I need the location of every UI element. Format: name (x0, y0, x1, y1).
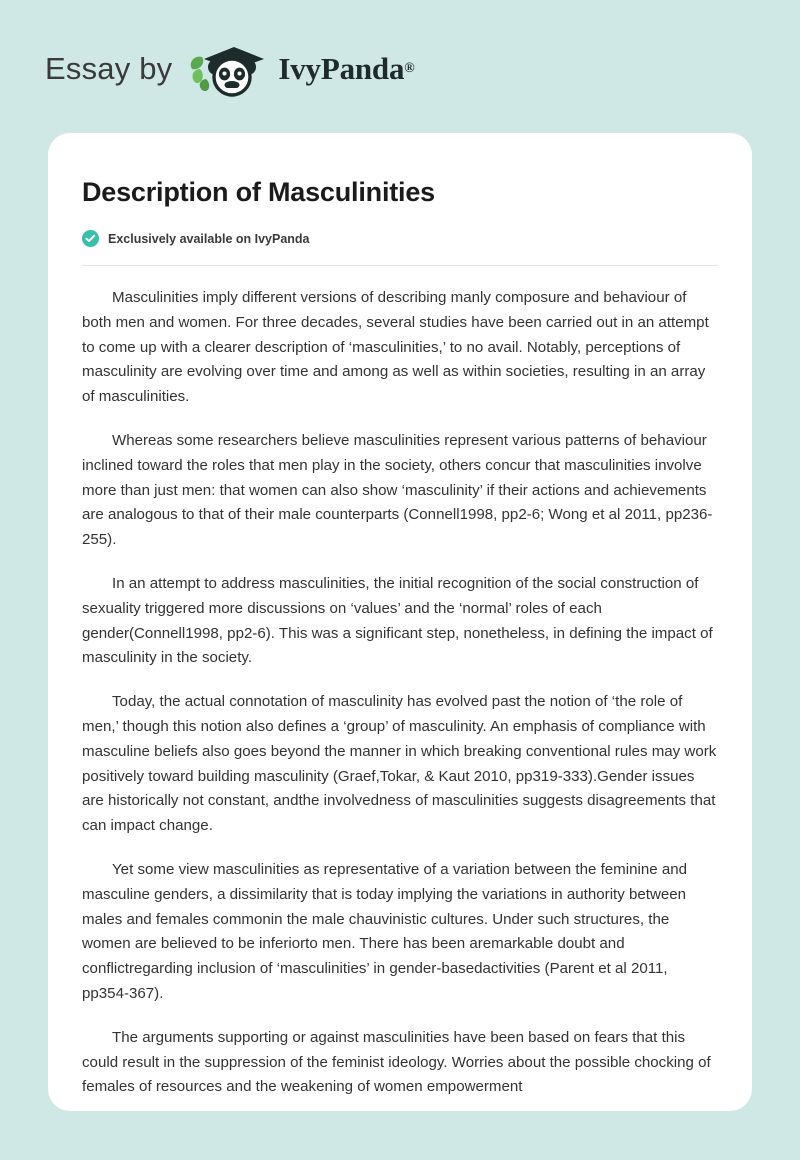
check-circle-icon (82, 230, 99, 247)
divider (82, 265, 718, 266)
paragraph: In an attempt to address masculinities, the initial recognition of the social construction of sexuality triggered more discussions on ‘values’ and the ‘normal’ roles of each gender(Connell1998, pp2-6). This was a significant step, nonetheless, in defining the impact of masculinity in the society. (82, 574, 713, 667)
registered-mark: ® (404, 61, 415, 76)
essay-card (48, 133, 752, 1111)
essay-body (82, 286, 718, 1100)
status-badge: Exclusively available on IvyPanda (108, 231, 310, 246)
brand-name-text: IvyPanda (278, 51, 405, 86)
paragraph: The arguments supporting or against masculinities have been based on fears that this could result in the suppression of the feminist ideology. Worries about the possible chocking of females of resources and the weakening of women empowerment (82, 1028, 711, 1096)
brand-logo[interactable] (186, 39, 414, 99)
paragraph: Whereas some researchers believe masculinities represent various patterns of behaviour inclined toward the roles that men play in the society, others concur that masculinities involve more than just men: that women can also show ‘masculinity’ if their actions and achievements are analogous to that of their male counterparts (Connell1998, pp2-6; Wong et al 2011, pp236-255). (82, 431, 713, 549)
page-title: Description of Masculinities (82, 177, 435, 207)
paragraph: Yet some view masculinities as representative of a variation between the feminine and masculine genders, a dissimilarity that is today implying the variations in authority between males and females commonin the male chauvinistic cultures. Under such structures, the women are believed to be inferiorto men. There has been aremarkable doubt and conflictregarding inclusion of ‘masculinities’ in gender-basedactivities (Parent et al 2011, pp354-367). (82, 860, 687, 1002)
paragraph: Today, the actual connotation of masculinity has evolved past the notion of ‘the role of men,’ though this notion also defines a ‘group’ of masculinity. An emphasis of compliance with masculine beliefs also goes beyond the manner in which breaking conventional rules may work positively toward building masculinity (Graef,Tokar, & Kaut 2010, pp319-333).Gender issues are historically not constant, andthe involvedness of masculinities suggests disagreements that can impact change. (82, 693, 717, 835)
panda-graduate-icon (186, 39, 272, 99)
site-header (0, 0, 800, 100)
header-prefix-text: Essay by (45, 51, 173, 86)
paragraph: Masculinities imply different versions of describing manly composure and behaviour of both men and women. For three decades, several studies have been carried out in an attempt to come up with a clearer description of ‘masculinities,’ to no avail. Notably, perceptions of masculinity are evolving over time and among as well as within societies, resulting in an array of masculinities. (82, 289, 709, 406)
exclusive-badge (82, 230, 718, 247)
